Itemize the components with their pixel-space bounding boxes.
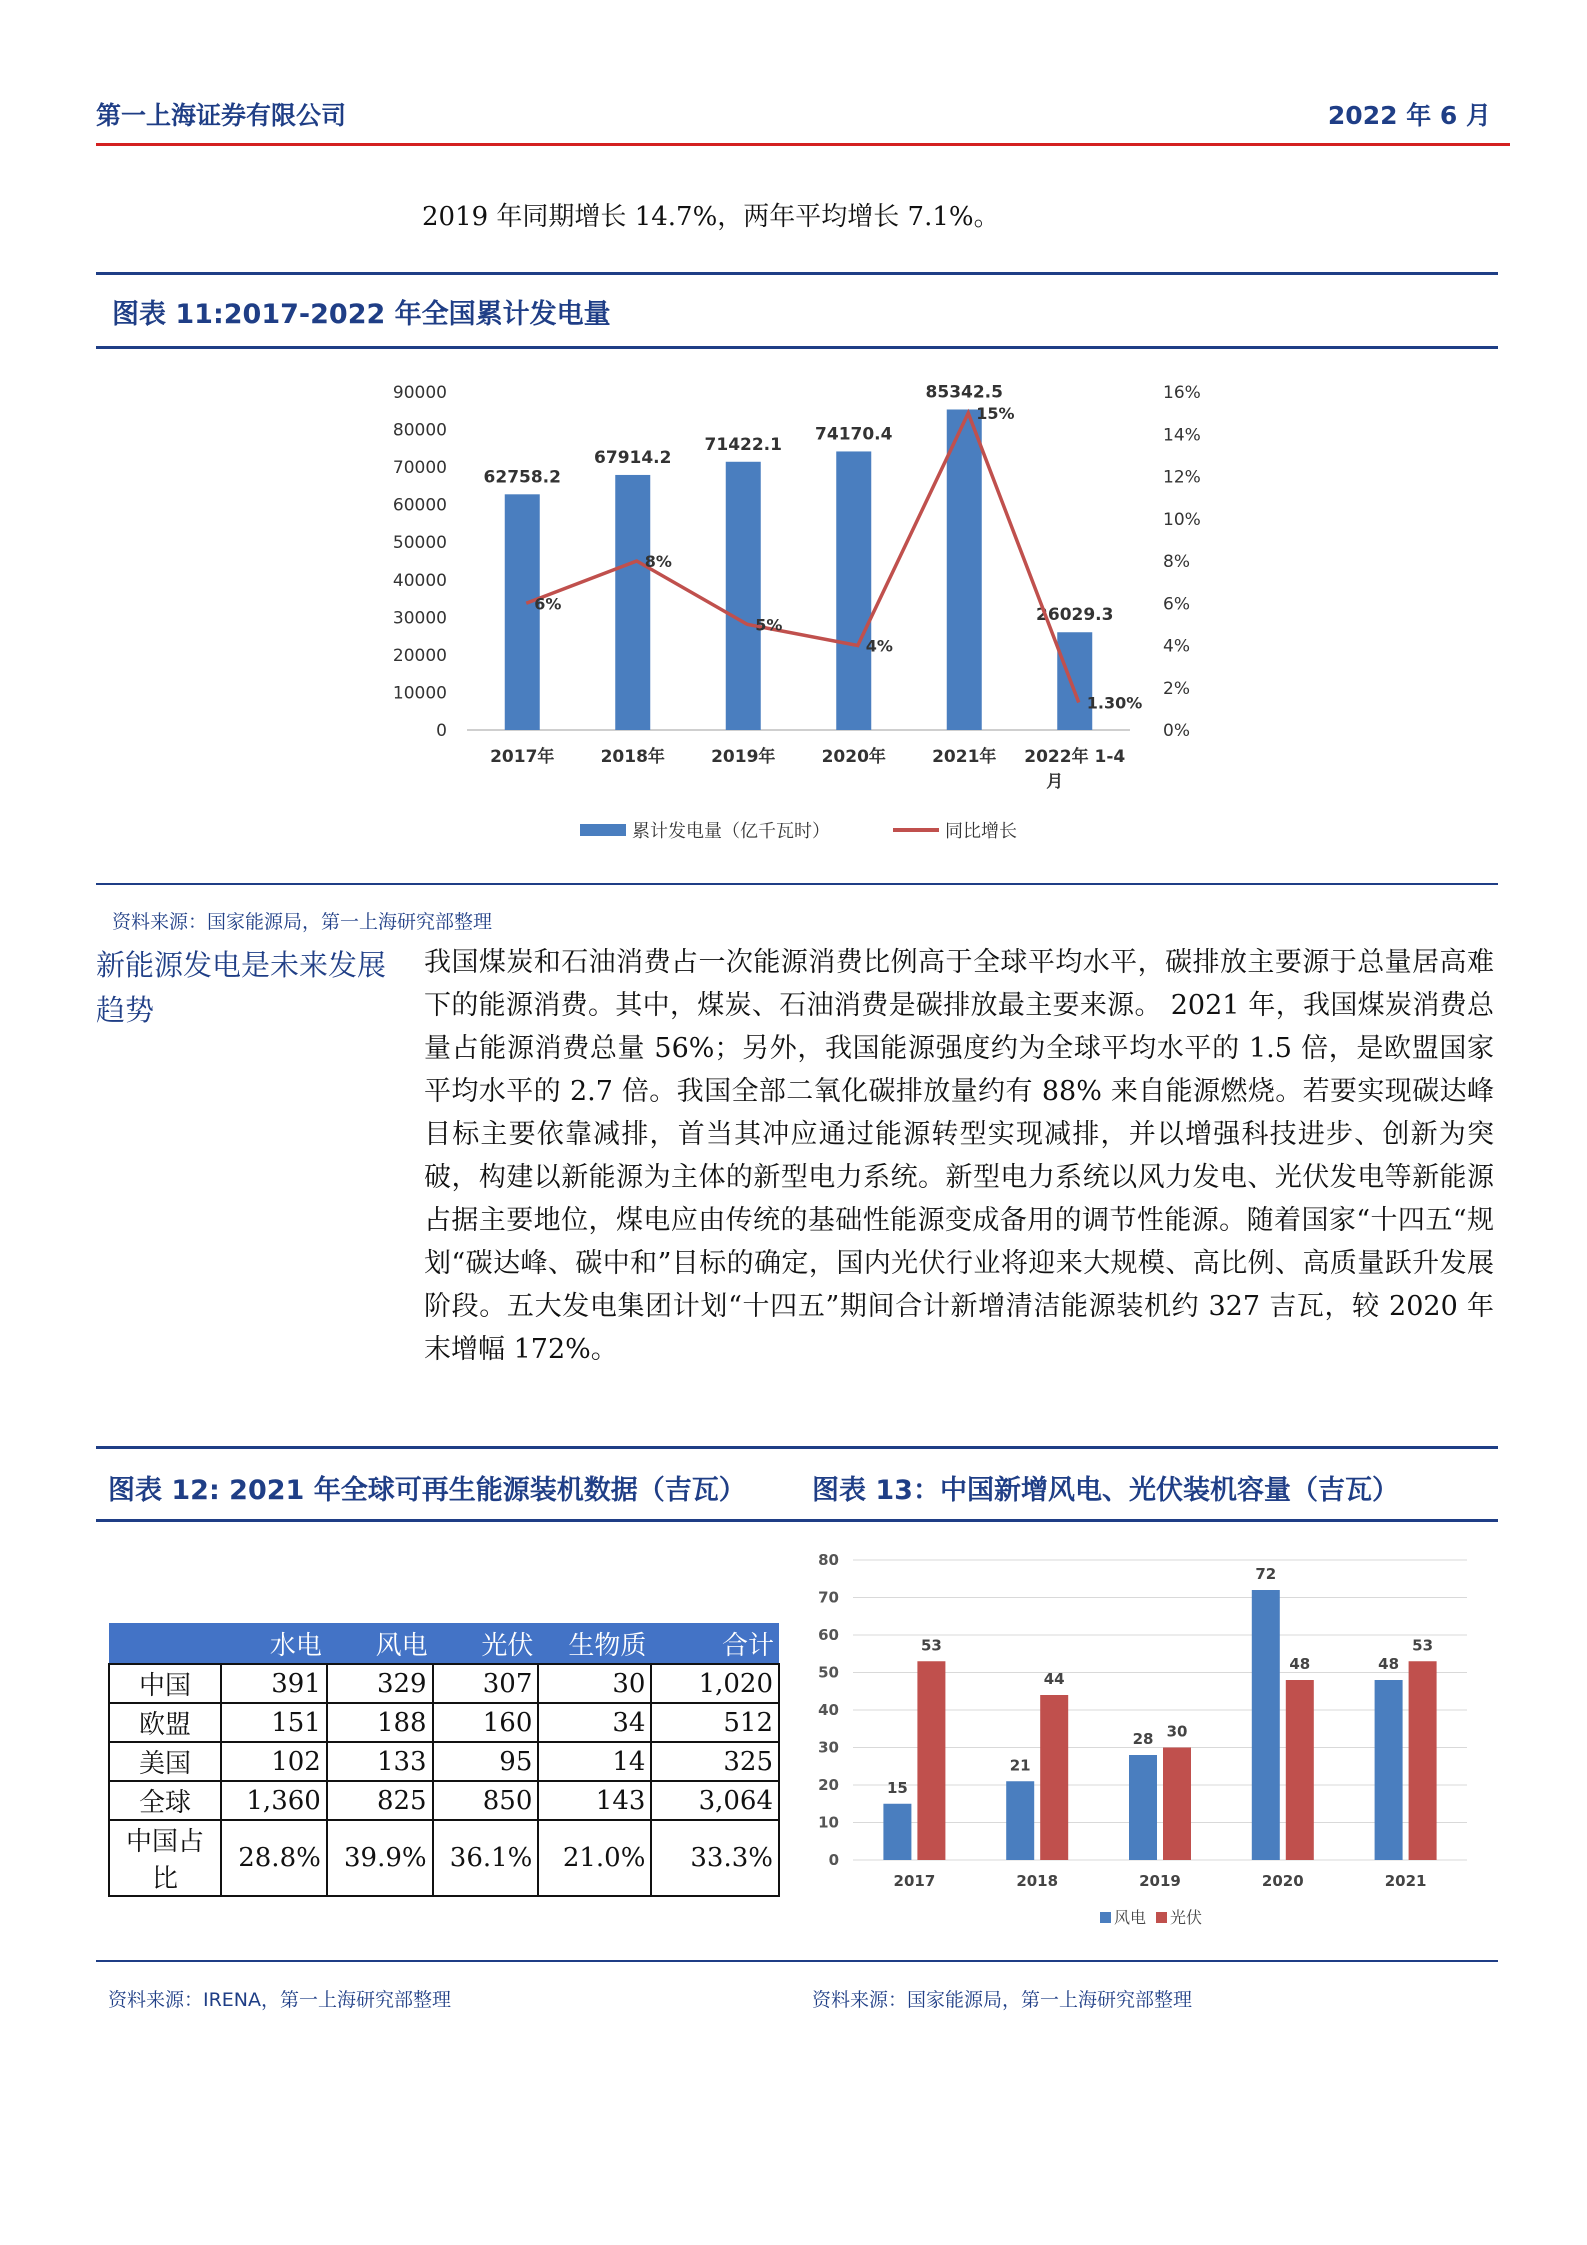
table-header-cell: 合计 — [651, 1623, 779, 1664]
table-cell: 39.9% — [327, 1820, 433, 1896]
y-left-tick-label: 40000 — [392, 570, 447, 591]
bar-data-label: 71422.1 — [704, 434, 782, 455]
x-tick-label: 2018 — [1016, 1872, 1059, 1890]
table-cell: 512 — [651, 1703, 779, 1742]
table-cell: 1,360 — [221, 1781, 327, 1820]
y-right-tick-label: 8% — [1163, 552, 1190, 572]
bar-solar — [1040, 1695, 1068, 1860]
line-data-label: 6% — [534, 594, 562, 614]
table-header-cell: 光伏 — [433, 1623, 539, 1664]
y-left-tick-label: 70000 — [392, 458, 447, 479]
y-left-tick-label: 20000 — [392, 645, 447, 666]
bar-data-label: 72 — [1255, 1565, 1277, 1583]
y-right-tick-label: 14% — [1163, 425, 1201, 446]
y-left-tick-label: 30000 — [392, 608, 447, 629]
bar-data-label: 85342.5 — [925, 382, 1003, 403]
table-cell: 14 — [538, 1742, 651, 1781]
table-cell: 325 — [651, 1742, 779, 1781]
bar-data-label: 48 — [1289, 1655, 1311, 1673]
x-tick-label: 2021 — [1384, 1872, 1427, 1890]
table-cell: 美国 — [109, 1742, 221, 1781]
y-tick-label: 60 — [818, 1626, 839, 1644]
y-tick-label: 20 — [818, 1776, 839, 1794]
table-header-cell: 风电 — [327, 1623, 433, 1664]
x-tick-label: 2020年 — [821, 747, 886, 767]
y-tick-label: 30 — [818, 1738, 839, 1757]
bar-wind — [1375, 1680, 1403, 1860]
bar-solar — [1409, 1661, 1437, 1860]
y-tick-label: 50 — [818, 1663, 839, 1682]
x-tick-label: 2017 — [893, 1872, 936, 1890]
y-left-tick-label: 50000 — [392, 533, 447, 554]
table-cell: 95 — [433, 1742, 539, 1781]
y-tick-label: 80 — [818, 1551, 839, 1569]
y-left-tick-label: 60000 — [392, 495, 447, 516]
x-tick-label: 2017年 — [490, 747, 555, 767]
table-cell: 36.1% — [433, 1820, 539, 1896]
table-cell: 中国占比 — [109, 1820, 221, 1896]
table-cell: 21.0% — [538, 1820, 651, 1896]
table-cell: 28.8% — [221, 1820, 327, 1896]
bar-data-label: 28 — [1132, 1730, 1154, 1748]
table-cell: 329 — [327, 1664, 433, 1703]
bar-data-label: 67914.2 — [594, 447, 672, 468]
header-company: 第一上海证券有限公司 — [96, 101, 347, 130]
bar-data-label: 53 — [920, 1636, 942, 1655]
legend-swatch-wind — [1100, 1912, 1111, 1923]
section-side-title: 新能源发电是未来发展趋势 — [96, 948, 387, 1027]
bar-solar — [1163, 1748, 1191, 1861]
table-cell: 143 — [538, 1781, 651, 1820]
legend-label-wind: 风电 — [1114, 1908, 1147, 1927]
table-cell: 188 — [327, 1703, 433, 1742]
legend-label-growth: 同比增长 — [945, 821, 1017, 842]
table-cell: 825 — [327, 1781, 433, 1820]
line-data-label: 5% — [755, 615, 783, 635]
bar-data-label: 21 — [1009, 1756, 1031, 1775]
bar-solar — [917, 1661, 945, 1860]
table-cell: 160 — [433, 1703, 539, 1742]
fig11-source: 资料来源：国家能源局，第一上海研究部整理 — [112, 911, 493, 933]
y-right-tick-label: 4% — [1163, 636, 1190, 657]
fig12-source: 资料来源：IRENA，第一上海研究部整理 — [108, 1989, 452, 2011]
x-tick-label: 2020 — [1261, 1872, 1304, 1890]
table-cell: 151 — [221, 1703, 327, 1742]
legend-label-solar: 光伏 — [1170, 1908, 1203, 1927]
bar-data-label: 48 — [1378, 1655, 1400, 1673]
table-cell: 中国 — [109, 1664, 221, 1703]
x-tick-label: 2021年 — [932, 747, 997, 767]
x-tick-label: 2019 — [1139, 1872, 1181, 1890]
x-tick-label: 2019年 — [711, 747, 776, 767]
table-cell: 3,064 — [651, 1781, 779, 1820]
x-tick-label: 月 — [1046, 772, 1064, 792]
y-left-tick-label: 90000 — [392, 383, 447, 403]
fig13-source: 资料来源：国家能源局，第一上海研究部整理 — [812, 1989, 1193, 2011]
table-cell: 30 — [538, 1664, 651, 1703]
bar-wind — [883, 1804, 911, 1860]
y-left-tick-label: 80000 — [392, 420, 447, 441]
fig13-title: 图表 13：中国新增风电、光伏装机容量（吉瓦） — [812, 1475, 1399, 1506]
table-cell: 全球 — [109, 1781, 221, 1820]
y-right-tick-label: 0% — [1163, 721, 1190, 741]
table-cell: 102 — [221, 1742, 327, 1781]
intro-line: 2019 年同期增长 14.7%，两年平均增长 7.1%。 — [422, 202, 1000, 232]
table-cell: 欧盟 — [109, 1703, 221, 1742]
table-cell: 307 — [433, 1664, 539, 1703]
y-tick-label: 70 — [818, 1588, 839, 1607]
bar-data-label: 62758.2 — [483, 467, 561, 488]
fig12-title: 图表 12: 2021 年全球可再生能源装机数据（吉瓦） — [108, 1475, 746, 1506]
bar-wind — [1129, 1755, 1157, 1860]
legend-swatch-solar — [1156, 1912, 1167, 1923]
legend-label-generation: 累计发电量（亿千瓦时） — [632, 821, 830, 842]
x-tick-label: 2018年 — [600, 747, 665, 767]
line-data-label: 4% — [865, 636, 893, 656]
y-tick-label: 0 — [828, 1851, 839, 1869]
header-date: 2022 年 6 月 — [1327, 101, 1491, 130]
bar-wind — [1006, 1781, 1034, 1860]
bar-solar — [1286, 1680, 1314, 1860]
bar-wind — [1252, 1590, 1280, 1860]
table-cell: 391 — [221, 1664, 327, 1703]
line-data-label: 15% — [976, 404, 1015, 424]
table-cell: 33.3% — [651, 1820, 779, 1896]
line-data-label: 1.30% — [1086, 693, 1143, 713]
fig11-title: 图表 11:2017-2022 年全国累计发电量 — [112, 299, 611, 330]
bar-data-label: 26029.3 — [1036, 605, 1114, 626]
fig12-13-bottom-rule — [96, 1960, 1498, 1962]
y-tick-label: 40 — [818, 1701, 839, 1719]
table-header-cell: 水电 — [221, 1623, 327, 1664]
y-right-tick-label: 6% — [1163, 594, 1190, 615]
table-cell: 1,020 — [651, 1664, 779, 1703]
section-paragraph: 我国煤炭和石油消费占一次能源消费比例高于全球平均水平，碳排放主要源于总量居高难下的能源消费。其中，煤炭、石油消费是碳排放最主要来源。 2021 年，我国煤炭消费总量占能源消费总量 56%；另外，我国能源强度约为全球平均水平的 1.5 倍，是欧盟国家平均水平的 2.7 倍。我国全部二氧化碳排放量约有 88% 来自能源燃烧。若要实现碳达峰目标主要依靠减排，首当其冲应通过能源转型实现减排，并以增强科技进步、创新为突破，构建以新能源为主体的新型电力系统。新型电力系统以风力发电、光伏发电等新能源占据主要地位，煤电应由传统的基础性能源变成备用的调节性能源。随着国家“十四五“规划“碳达峰、碳中和”目标的确定，国内光伏行业将迎来大规模、高比例、高质量跃升发展阶段。五大发电集团计划“十四五”期间合计新增清洁能源装机约 327 吉瓦，较 2020 年末增幅 172%。 — [424, 947, 1494, 1365]
bar-data-label: 53 — [1412, 1636, 1434, 1655]
y-left-tick-label: 10000 — [392, 683, 447, 704]
y-right-tick-label: 2% — [1163, 678, 1190, 699]
y-right-tick-label: 16% — [1163, 383, 1201, 403]
bar-data-label: 15 — [886, 1778, 908, 1797]
table-cell: 850 — [433, 1781, 539, 1820]
line-data-label: 8% — [644, 552, 672, 571]
x-tick-label: 2022年 1-4 — [1024, 747, 1126, 767]
y-right-tick-label: 12% — [1163, 467, 1201, 488]
y-right-tick-label: 10% — [1163, 509, 1201, 530]
bar-data-label: 30 — [1166, 1722, 1188, 1741]
y-left-tick-label: 0 — [436, 721, 447, 741]
table-header-cell: 生物质 — [538, 1623, 651, 1664]
bar-data-label: 44 — [1043, 1670, 1065, 1688]
bar-data-label: 74170.4 — [815, 424, 893, 445]
table-cell: 34 — [538, 1703, 651, 1742]
table-cell: 133 — [327, 1742, 433, 1781]
y-tick-label: 10 — [818, 1813, 839, 1832]
